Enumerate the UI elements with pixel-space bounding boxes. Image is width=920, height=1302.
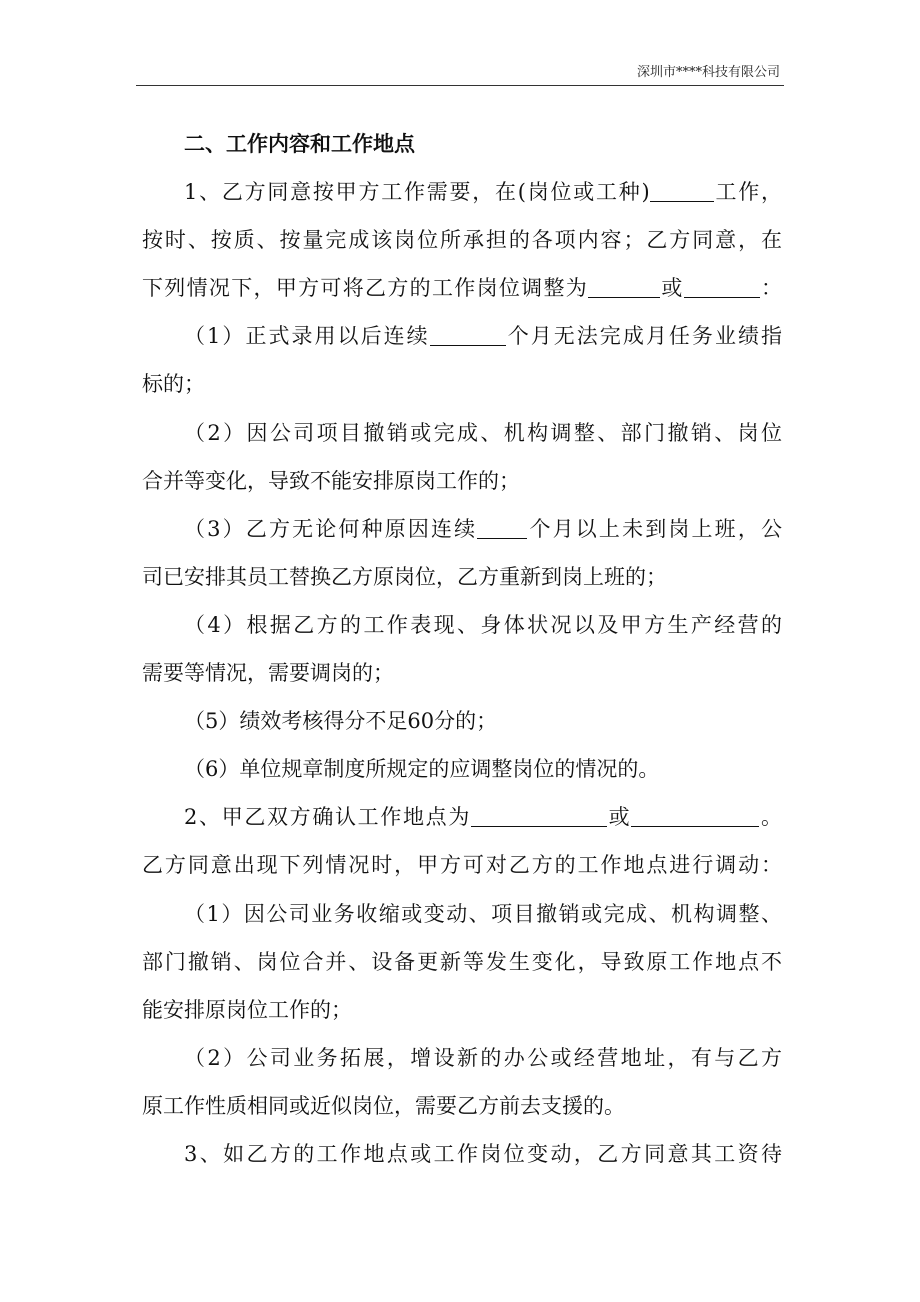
- item-2-line-2: 合并等变化，导致不能安排原岗工作的；: [142, 468, 520, 493]
- paragraph-1-line-1: [142, 168, 782, 216]
- location-item-2-line-1: （2）公司业务拓展，增设新的办公或经营地址，有与乙方: [184, 1045, 782, 1070]
- section-title: 二、工作内容和工作地点: [184, 131, 415, 156]
- blank-months-absent: [477, 514, 527, 539]
- item-4-line-1: （4）根据乙方的工作表现、身体状况以及甲方生产经营的: [184, 612, 782, 637]
- text: 个月无法完成月任务业绩指: [505, 324, 782, 349]
- blank-months: [430, 321, 506, 346]
- location-item-1-line-3: 能安排原岗位工作的；: [142, 997, 352, 1022]
- item-5: （5）绩效考核得分不足60分的；: [184, 709, 498, 734]
- paragraph-2-line-2: 乙方同意出现下列情况时，甲方可对乙方的工作地点进行调动：: [142, 853, 782, 878]
- blank-new-position-b: [684, 273, 760, 298]
- item-6: （6）单位规章制度所规定的应调整岗位的情况的。: [184, 757, 660, 782]
- text: ：: [759, 276, 782, 301]
- paragraph-2-line-1: [142, 793, 782, 841]
- paragraph-3-line-1: 3、如乙方的工作地点或工作岗位变动，乙方同意其工资待: [184, 1141, 782, 1166]
- text: 或: [660, 276, 684, 301]
- paragraph-1-line-2: 按时、按质、按量完成该岗位所承担的各项内容；乙方同意，在: [142, 228, 782, 253]
- item-1-line-1: [142, 312, 782, 360]
- text: 1、乙方同意按甲方工作需要，在(岗位或工种): [184, 180, 650, 205]
- location-item-1-line-1: （1）因公司业务收缩或变动、项目撤销或完成、机构调整、: [184, 901, 782, 926]
- item-1-line-2: 标的；: [142, 372, 205, 397]
- header-company-name: 深圳市****科技有限公司: [636, 65, 780, 80]
- blank-work-location-a: [471, 802, 607, 827]
- blank-work-location-b: [631, 802, 759, 827]
- blank-new-position-a: [588, 273, 660, 298]
- document-body: [142, 120, 782, 1178]
- header-divider: [136, 85, 784, 86]
- text: 或: [607, 805, 632, 830]
- blank-position: [650, 177, 714, 202]
- text: 。: [759, 805, 782, 830]
- item-3-line-1: [142, 505, 782, 553]
- text: 工作，: [713, 180, 782, 205]
- text: 下列情况下，甲方可将乙方的工作岗位调整为: [142, 276, 589, 301]
- location-item-1-line-2: 部门撤销、岗位合并、设备更新等发生变化，导致原工作地点不: [142, 949, 782, 974]
- paragraph-1-line-3: [142, 264, 782, 312]
- location-item-2-line-2: 原工作性质相同或近似岗位，需要乙方前去支援的。: [142, 1093, 625, 1118]
- item-2-line-1: （2）因公司项目撤销或完成、机构调整、部门撤销、岗位: [184, 420, 782, 445]
- text: （1）正式录用以后连续: [184, 324, 430, 349]
- text: 个月以上未到岗上班，公: [527, 516, 782, 541]
- item-4-line-2: 需要等情况，需要调岗的；: [142, 661, 394, 686]
- text: （3）乙方无论何种原因连续: [184, 516, 478, 541]
- item-3-line-2: 司已安排其员工替换乙方原岗位，乙方重新到岗上班的；: [142, 564, 667, 589]
- text: 2、甲乙双方确认工作地点为: [184, 805, 471, 830]
